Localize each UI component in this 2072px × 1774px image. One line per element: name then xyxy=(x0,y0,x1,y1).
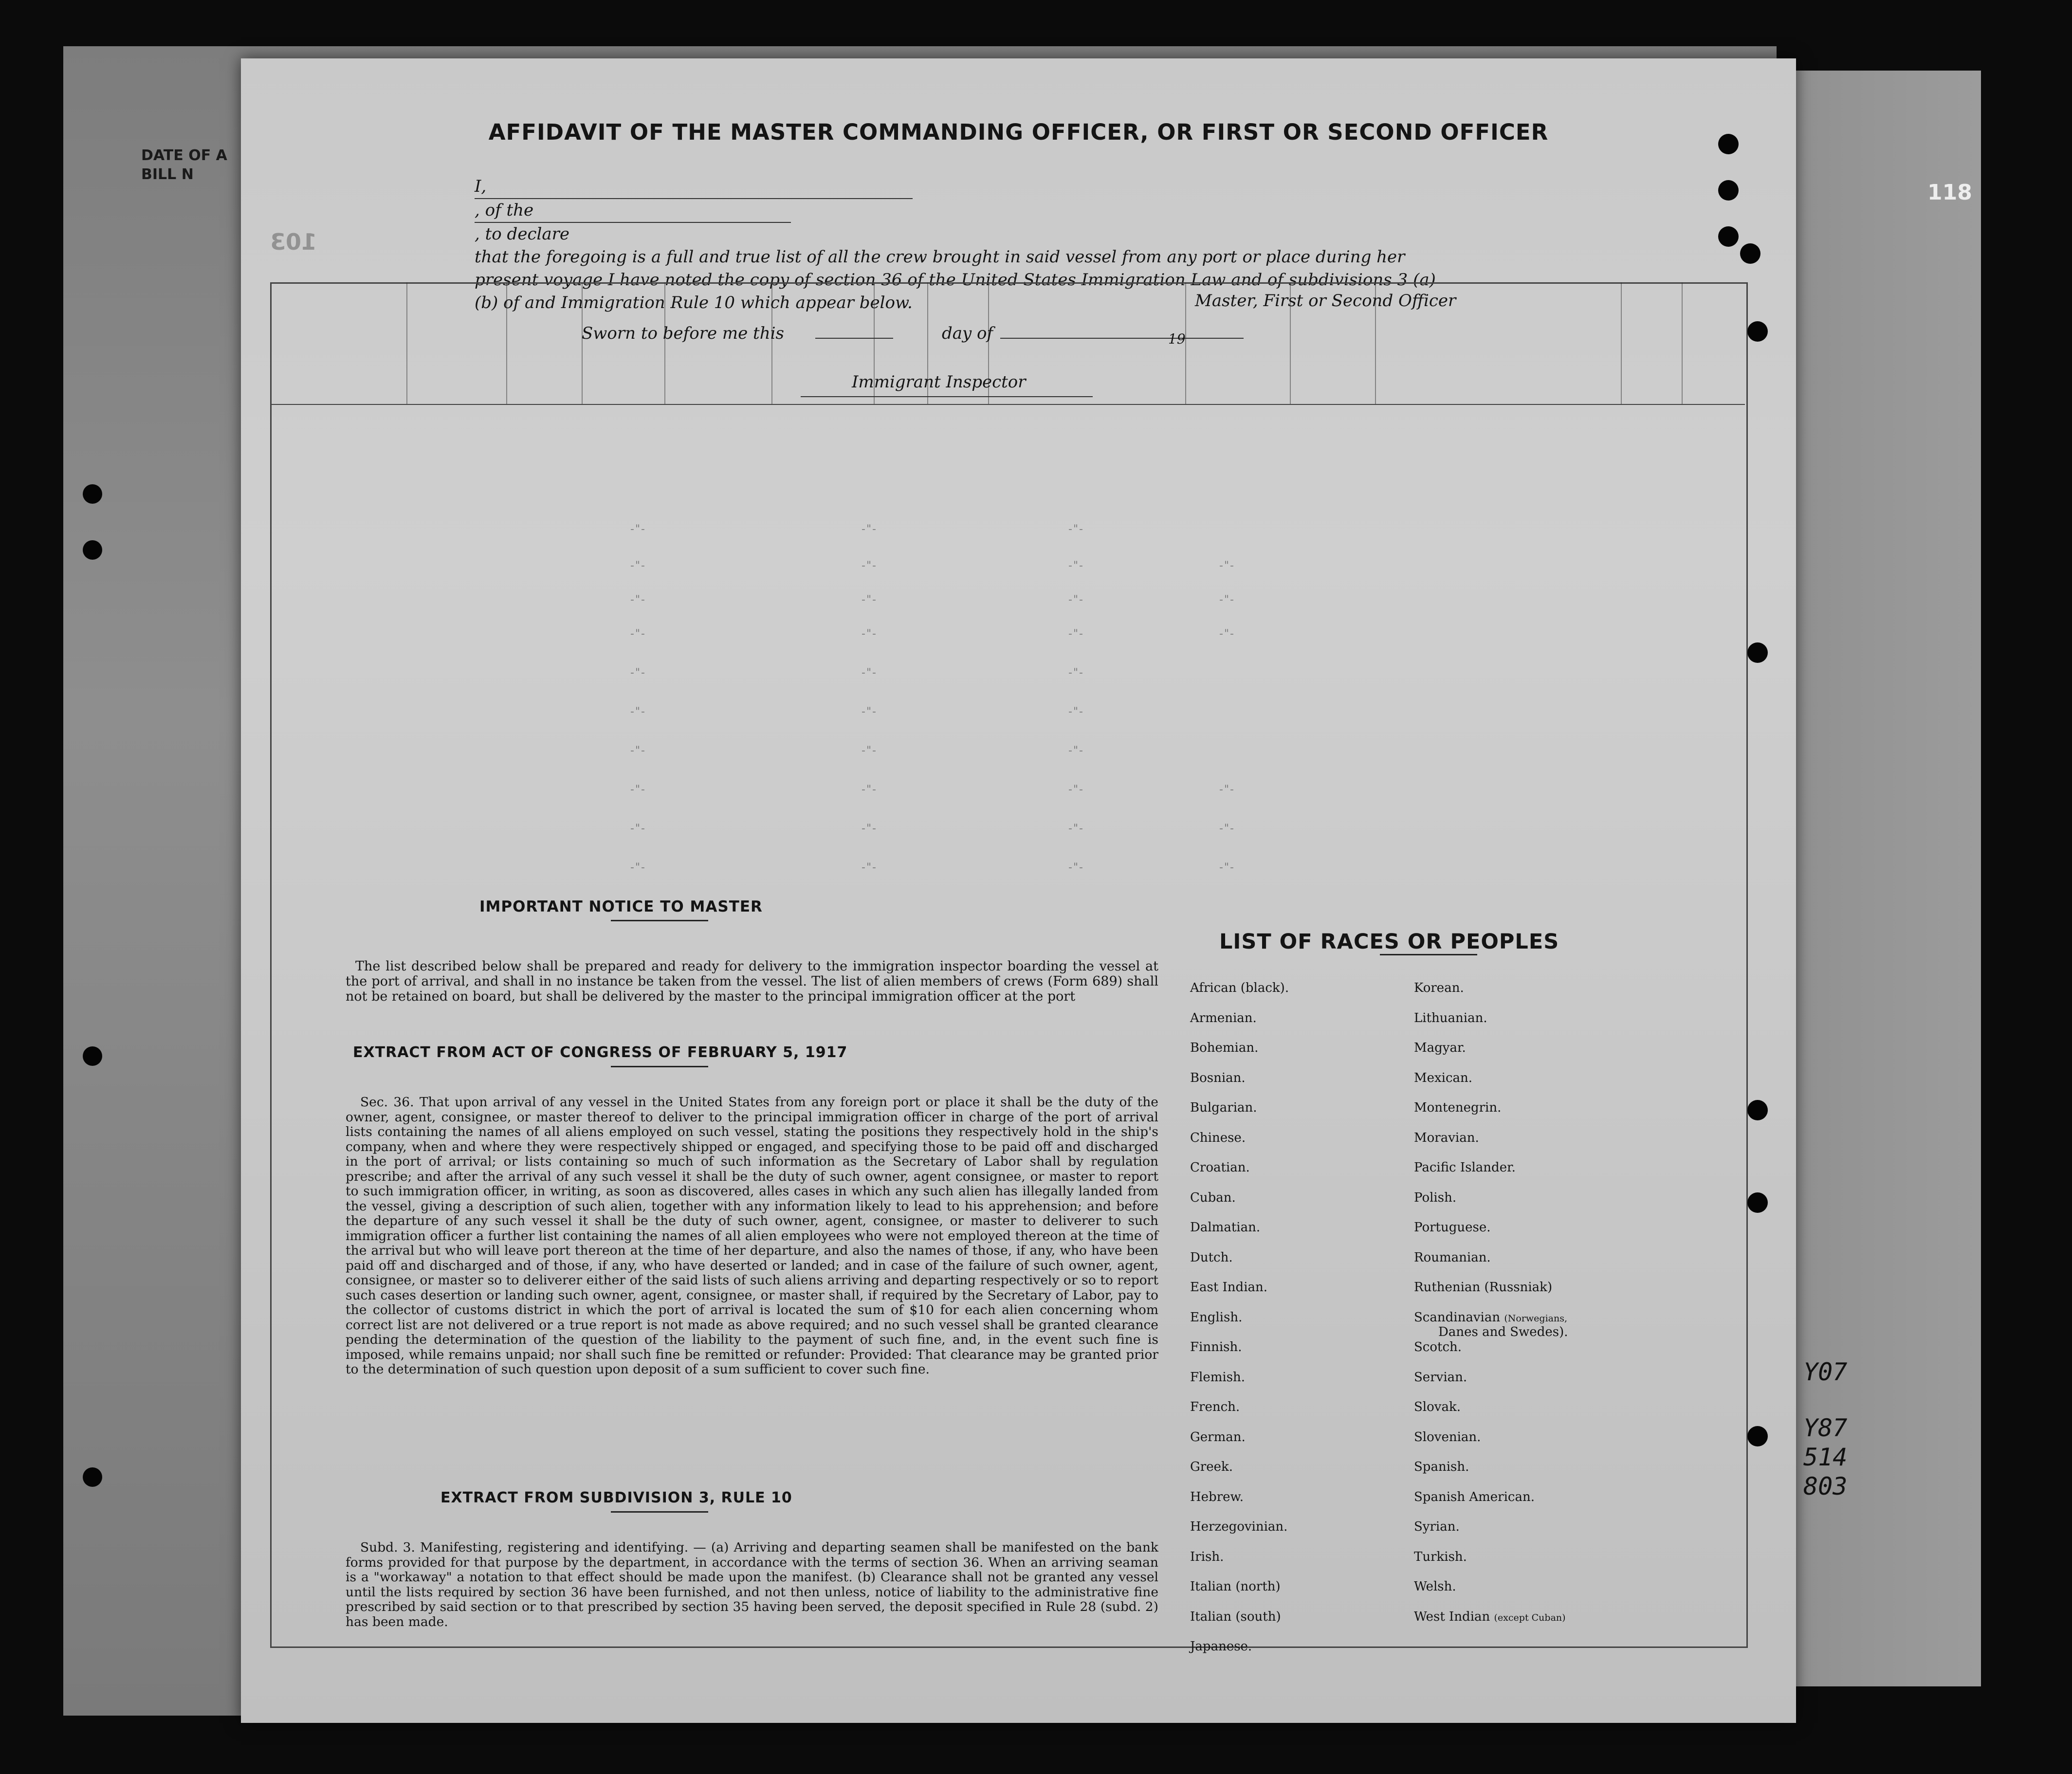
row-mark: -"- xyxy=(862,823,877,835)
row-mark: -"- xyxy=(862,523,877,535)
row-mark: -"- xyxy=(1219,823,1235,835)
races-rule xyxy=(1380,954,1477,955)
row-mark: -"- xyxy=(630,745,646,757)
race-item: Scotch. xyxy=(1414,1340,1462,1354)
column-divider xyxy=(664,282,665,404)
race-item: English. xyxy=(1190,1310,1243,1325)
race-item: Italian (north) xyxy=(1190,1579,1281,1594)
race-item: Finnish. xyxy=(1190,1340,1242,1354)
race-note: (except Cuban) xyxy=(1494,1612,1566,1623)
row-mark: -"- xyxy=(862,594,877,606)
race-item: Japanese. xyxy=(1190,1639,1252,1654)
row-mark: -"- xyxy=(630,667,646,679)
race-item: Greek. xyxy=(1190,1460,1233,1474)
row-mark: -"- xyxy=(862,745,877,757)
row-mark: -"- xyxy=(630,784,646,796)
row-mark: -"- xyxy=(862,628,877,640)
extract-act-rule xyxy=(611,1066,708,1067)
row-mark: -"- xyxy=(1219,628,1235,640)
column-divider xyxy=(406,282,407,404)
handwritten-number-3: 514 xyxy=(1803,1443,1848,1471)
row-mark: -"- xyxy=(630,560,646,572)
race-item: Roumanian. xyxy=(1414,1250,1491,1265)
subdivision-3-text: Subd. 3. Manifesting, registering and identifying. — (a) Arriving and departing seamen shall be manifested on the bank forms provided for that purpose by the department, in accordance with the terms of section 36. When an arriving seaman is a "workaway" a notation to that effect should be made upon the manifest. (b) Clearance shall not be granted any vessel until the lists required by section 36 have been furnished, and not then unless, notice of liability to the administrative fine prescribed by said section or to that prescribed by section 35 having been served, the deposit specified in Rule 28 (subd. 2) has been made. xyxy=(346,1540,1158,1629)
binder-hole xyxy=(83,1467,102,1487)
race-item: Syrian. xyxy=(1414,1519,1460,1534)
row-mark: -"- xyxy=(1068,784,1084,796)
column-divider xyxy=(506,282,507,404)
handwritten-number-1: Y07 xyxy=(1803,1358,1848,1386)
row-mark: -"- xyxy=(1068,560,1084,572)
race-item: Croatian. xyxy=(1190,1160,1250,1175)
row-mark: -"- xyxy=(862,706,877,718)
row-mark: -"- xyxy=(1219,594,1235,606)
races-list-right xyxy=(1414,981,1568,1639)
binder-hole xyxy=(83,484,102,504)
race-item: Servian. xyxy=(1414,1370,1467,1385)
race-item: Chinese. xyxy=(1190,1130,1246,1145)
race-item-west-indian xyxy=(1414,1609,1568,1640)
name-blank xyxy=(475,198,913,199)
race-item: German. xyxy=(1190,1429,1246,1445)
affidavit-line-4: (b) of and Immigration Rule 10 which appear below. xyxy=(475,293,913,312)
race-item: Magyar. xyxy=(1414,1041,1466,1055)
immigrant-inspector-label: Immigrant Inspector xyxy=(852,372,1026,392)
race-item: Cuban. xyxy=(1190,1190,1236,1205)
row-mark: -"- xyxy=(1068,823,1084,835)
race-item: Korean. xyxy=(1414,981,1464,995)
day-of-blank xyxy=(1000,324,1244,343)
race-item: Irish. xyxy=(1190,1549,1224,1564)
binder-hole xyxy=(1747,321,1768,342)
affidavit-line-3: present voyage I have noted the copy of section 36 of the United States Immigration Law and of subdivisions 3 (a) xyxy=(475,270,1436,290)
row-mark: -"- xyxy=(1219,560,1235,572)
sworn-label: Sworn to before me this xyxy=(582,324,784,343)
section-36-text: Sec. 36. That upon arrival of any vessel in the United States from any foreign port or place it shall be the duty of the owner, agent, consignee, or master thereof to deliver to the principal immigration officer in charge of the port of arrival lists containing the names of all aliens employed on such vessel, stating the positions they respectively hold in the ship's company, when and where they were respectively shipped or engaged, and specifying those to be paid off and discharged in the port of arrival; or lists containing so much of such information as the Secretary of Labor shall by regulation prescribe; and after the arrival of any such vessel it shall be the duty of such owner, agent consignee, or master to report to such immigration officer, in writing, as soon as discovered, alles cases in which any such alien has illegally landed from the vessel, giving a description of such alien, together with any information likely to lead to his apprehension; and before the departure of any such vessel it shall be the duty of such owner, agent, consignee, or master to deliverer to such immigration officer a further list containing the names of all alien employees who were not employed thereon at the time of the arrival but who will leave port thereon at the time of her departure, and also the names of those, if any, who have been paid off and discharged and of those, if any, who have deserted or landed; and in case of the failure of such owner, agent, consignee, or master so to deliverer either of the said lists of such aliens arriving and departing respectively or so to report such cases desertion or landing such owner, agent, consignee, or master shall, if required by the Secretary of Labor, pay to the collector of customs district in which the port of arrival is located the sum of $10 for each alien concerning whom correct list are not delivered or a true report is not made as above required; and no such vessel shall be granted clearance pending the determination of the question of the liability to the payment of such fine, and, in the event such fine is imposed, while remains unpaid; nor shall such fine be remitted or refunder: Provided: That clearance may be granted prior to the determination of such question upon deposit of a sum sufficient to cover such fine. xyxy=(346,1095,1158,1377)
day-of-label: day of xyxy=(942,324,993,343)
race-item: African (black). xyxy=(1190,981,1289,995)
year-label: 19 xyxy=(1168,331,1186,347)
race-item: East Indian. xyxy=(1190,1280,1268,1295)
left-fragment-date: DATE OF A xyxy=(141,147,227,164)
race-item: Portuguese. xyxy=(1414,1220,1491,1235)
races-title: LIST OF RACES OR PEOPLES xyxy=(1219,930,1559,954)
affidavit-title: AFFIDAVIT OF THE MASTER COMMANDING OFFICER, OR FIRST OR SECOND OFFICER xyxy=(488,119,1549,145)
row-mark: -"- xyxy=(630,628,646,640)
vessel-blank xyxy=(475,222,791,223)
handwritten-number-2: Y87 xyxy=(1803,1414,1848,1442)
race-item: Lithuanian. xyxy=(1414,1010,1487,1025)
race-item-scandinavian xyxy=(1414,1310,1568,1340)
race-item: Slovenian. xyxy=(1414,1429,1481,1445)
race-item: Ruthenian (Russniak) xyxy=(1414,1280,1553,1295)
row-mark: -"- xyxy=(1068,594,1084,606)
notice-title: IMPORTANT NOTICE TO MASTER xyxy=(479,898,763,915)
row-mark: -"- xyxy=(1068,706,1084,718)
race-item: French. xyxy=(1190,1400,1240,1414)
stamp-number: 103 xyxy=(270,229,317,255)
binder-hole xyxy=(1718,180,1739,201)
row-mark: -"- xyxy=(630,523,646,535)
binder-hole xyxy=(1747,1426,1768,1446)
row-mark: -"- xyxy=(1068,523,1084,535)
extract-rule-rule xyxy=(611,1511,708,1513)
column-divider xyxy=(771,282,772,404)
row-mark: -"- xyxy=(630,594,646,606)
notice-body: The list described below shall be prepared and ready for delivery to the immigration inspector boarding the vessel at the port of arrival, and shall in no instance be taken from the vessel. The list of alien members of crews (Form 689) shall not be retained on board, but shall be delivered by the master to the principal immigration officer at the port xyxy=(346,959,1158,1004)
document-number: 118 xyxy=(1927,180,1972,205)
row-mark: -"- xyxy=(862,784,877,796)
race-item: Spanish. xyxy=(1414,1460,1469,1474)
column-divider xyxy=(582,282,583,404)
extract-act-title: EXTRACT FROM ACT OF CONGRESS OF FEBRUARY 5, 1917 xyxy=(353,1044,848,1061)
race-note: Danes and Swedes). xyxy=(1438,1324,1568,1339)
binder-hole xyxy=(1747,642,1768,663)
race-item: Armenian. xyxy=(1190,1010,1257,1025)
inspector-blank xyxy=(801,382,1093,402)
race-item: Bosnian. xyxy=(1190,1070,1246,1085)
row-mark: -"- xyxy=(1068,745,1084,757)
race-item: Montenegrin. xyxy=(1414,1100,1502,1115)
race-label: West Indian xyxy=(1414,1609,1490,1624)
row-mark: -"- xyxy=(630,861,646,874)
race-item: Herzegovinian. xyxy=(1190,1519,1288,1534)
handwritten-number-4: 803 xyxy=(1803,1472,1848,1500)
race-item: Mexican. xyxy=(1414,1070,1473,1085)
left-fragment-bill: BILL N xyxy=(141,166,194,183)
race-item: Dalmatian. xyxy=(1190,1220,1261,1235)
row-mark: -"- xyxy=(1219,784,1235,796)
row-mark: -"- xyxy=(1219,861,1235,874)
row-mark: -"- xyxy=(1068,667,1084,679)
race-item: Bulgarian. xyxy=(1190,1100,1257,1115)
row-mark: -"- xyxy=(862,861,877,874)
row-mark: -"- xyxy=(1068,628,1084,640)
column-divider xyxy=(1682,282,1683,404)
extract-rule-title: EXTRACT FROM SUBDIVISION 3, RULE 10 xyxy=(440,1489,792,1506)
binder-hole xyxy=(83,540,102,560)
row-mark: -"- xyxy=(1068,861,1084,874)
race-item: Italian (south) xyxy=(1190,1609,1281,1624)
race-item: Turkish. xyxy=(1414,1549,1467,1564)
race-item: Flemish. xyxy=(1190,1370,1246,1385)
race-label: Scandinavian xyxy=(1414,1310,1501,1325)
binder-hole xyxy=(1747,1100,1768,1120)
binder-hole xyxy=(1718,226,1739,247)
column-divider xyxy=(1621,282,1622,404)
race-item: Welsh. xyxy=(1414,1579,1456,1594)
race-item: Hebrew. xyxy=(1190,1489,1244,1504)
affidavit-page xyxy=(241,58,1796,1723)
row-mark: -"- xyxy=(630,706,646,718)
affidavit-line-1: I, , of the , to declare xyxy=(475,175,1672,246)
binder-hole xyxy=(1740,243,1760,264)
binder-hole xyxy=(1747,1192,1768,1213)
row-mark: -"- xyxy=(630,823,646,835)
race-note: (Norwegians, xyxy=(1504,1313,1568,1324)
race-item: Moravian. xyxy=(1414,1130,1479,1145)
binder-hole xyxy=(1718,134,1739,154)
race-item: Polish. xyxy=(1414,1190,1457,1205)
left-margin-fragments xyxy=(141,146,227,184)
affidavit-line-2: that the foregoing is a full and true list of all the crew brought in said vessel from any port or place during her xyxy=(475,247,1405,267)
row-mark: -"- xyxy=(862,560,877,572)
race-item: Dutch. xyxy=(1190,1250,1233,1265)
sworn-blank xyxy=(815,324,893,343)
race-item: Slovak. xyxy=(1414,1400,1461,1414)
race-item: Pacific Islander. xyxy=(1414,1160,1516,1175)
races-list-left xyxy=(1190,981,1289,1669)
row-mark: -"- xyxy=(862,667,877,679)
table-header-rule xyxy=(270,404,1745,405)
race-item: Spanish American. xyxy=(1414,1489,1535,1504)
notice-rule xyxy=(611,920,708,921)
binder-hole xyxy=(83,1046,102,1066)
race-item: Bohemian. xyxy=(1190,1041,1259,1055)
master-signature-label: Master, First or Second Officer xyxy=(1195,291,1456,311)
